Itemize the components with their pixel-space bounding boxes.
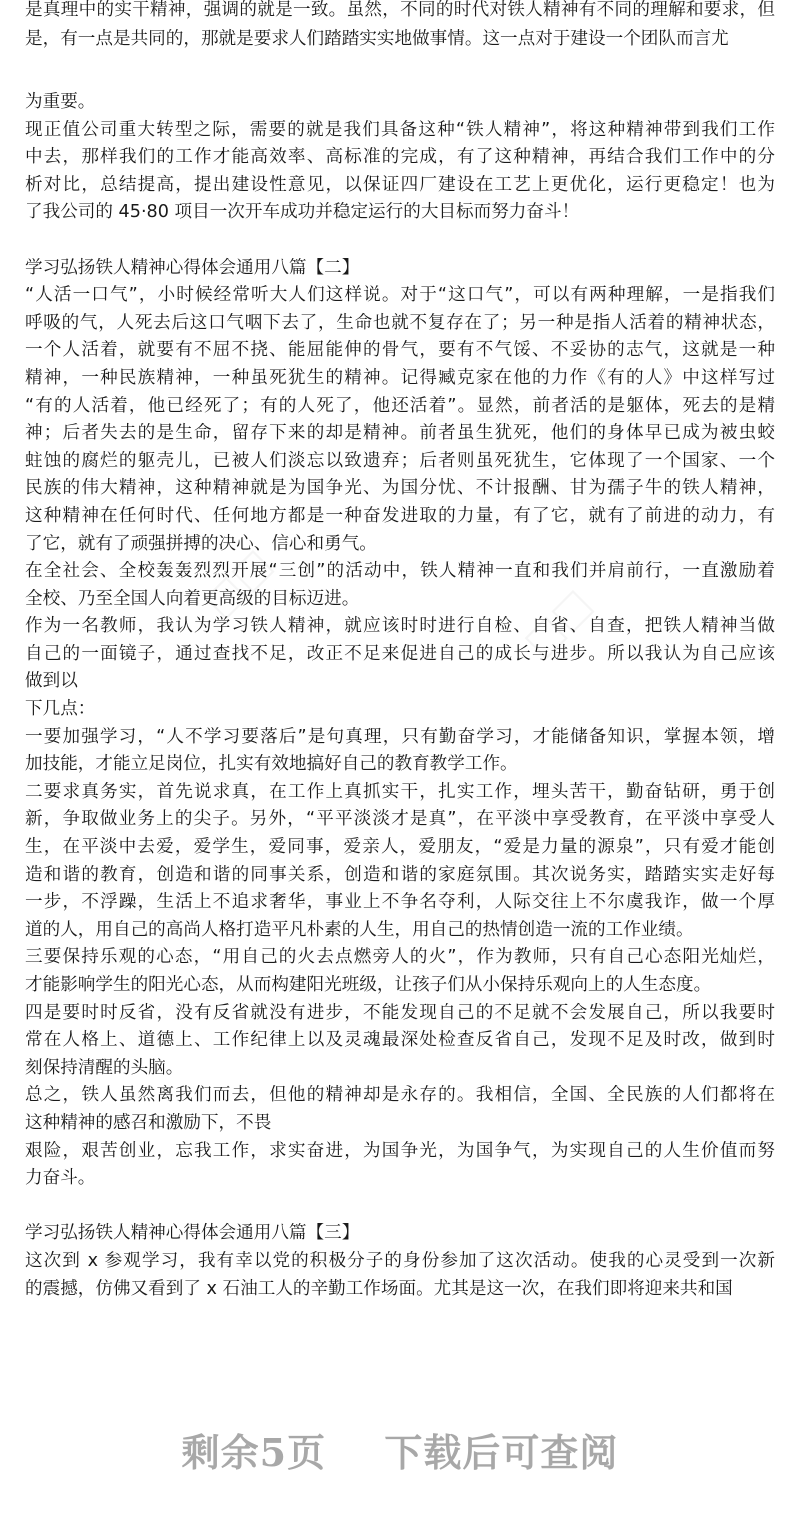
text-line: 新，争取做业务上的尖子。另外，“平平淡淡才是真”，在平淡中享受教育，在平淡中享受人	[25, 809, 775, 830]
text-line: 总之，铁人虽然离我们而去，但他的精神却是永存的。我相信，全国、全民族的人们都将在	[25, 1085, 775, 1106]
text-line: 造和谐的教育，创造和谐的同事关系，创造和谐的家庭氛围。其次说务实，踏踏实实走好每	[25, 864, 775, 885]
text-line: 生，在平淡中去爱，爱学生，爱同事，爱亲人，爱朋友，“爱是力量的源泉”，只有爱才能创	[25, 837, 775, 858]
text-line: 呼吸的气，人死去后这口气咽下去了，生命也就不复存在了；另一种是指人活着的精神状态，	[25, 312, 775, 333]
text-line: 三要保持乐观的心态，“用自己的火去点燃旁人的火”，作为教师，只有自己心态阳光灿烂，	[25, 947, 775, 968]
text-line: 道的人，用自己的高尚人格打造平凡朴素的人生，用自己的热情创造一流的工作业绩。	[25, 919, 694, 940]
text-line: 刻保持清醒的头脑。	[25, 1057, 184, 1078]
text-line: 才能影响学生的阳光心态，从而构建阳光班级，让孩子们从小保持乐观向上的人生态度。	[25, 975, 712, 995]
text-line: “人活一口气”，小时候经常听大人们这样说。对于“这口气”，可以有两种理解，一是指我们	[25, 285, 775, 306]
section-heading: 学习弘扬铁人精神心得体会通用八篇【三】	[25, 1223, 360, 1244]
text-line: 一要加强学习，“人不学习要落后”是句真理，只有勤奋学习，才能储备知识，掌握本领，增	[25, 726, 775, 747]
text-line: 是，有一点是共同的，那就是要求人们踏踏实实地做事情。这一点对于建设一个团队而言尤	[25, 29, 729, 49]
text-line: 加技能，才能立足岗位，扎实有效地搞好自己的教育教学工作。	[25, 754, 518, 775]
document-body	[25, 89, 775, 1303]
text-line: 神；后者失去的是生命，留存下来的却是精神。前者虽生犹死，他们的身体早已成为被虫蛟	[25, 423, 775, 444]
text-line: 一个人活着，就要有不屈不挠、能屈能伸的骨气，要有不气馁、不妥协的志气，这就是一种	[25, 340, 775, 361]
text-line: 自己的一面镜子，通过查找不足，改正不足来促进自己的成长与进步。所以我认为自己应该	[25, 643, 775, 664]
text-line: 四是要时时反省，没有反省就没有进步，不能发现自己的不足就不会发展自己，所以我要时	[25, 1002, 775, 1023]
text-line: 下几点：	[25, 699, 96, 720]
download-prompt[interactable]	[0, 1422, 800, 1477]
text-line: 民族的伟大精神，这种精神就是为国争光、为国分忧、不计报酬、甘为孺子牛的铁人精神，	[25, 478, 775, 499]
text-line: “有的人活着，他已经死了；有的人死了，他还活着”。显然，前者活的是躯体，死去的是精	[25, 395, 775, 416]
text-line: 的震撼，仿佛又看到了 x 石油工人的辛勤工作场面。尤其是这一次，在我们即将迎来共和国	[25, 1278, 733, 1299]
text-line: 析对比，总结提高，提出建设性意见，以保证四厂建设在工艺上更优化，运行更稳定！也为	[25, 174, 775, 195]
blank-line	[25, 1193, 775, 1221]
text-line: 现正值公司重大转型之际，需要的就是我们具备这种“铁人精神”，将这种精神带到我们工作	[25, 119, 775, 140]
text-line: 一步，不浮躁，生活上不追求奢华，事业上不争名夺利，人际交往上不尔虞我诈，做一个厚	[25, 892, 775, 913]
text-line: 精神，一种民族精神，一种虽死犹生的精神。记得臧克家在他的力作《有的人》中这样写过	[25, 367, 775, 388]
text-line: 全校、乃至全国人向着更高级的目标迈进。	[25, 588, 360, 609]
text-line: 为重要。	[25, 92, 96, 112]
text-line: 这次到 x 参观学习，我有幸以党的积极分子的身份参加了这次活动。使我的心灵受到一次新	[25, 1250, 775, 1271]
text-line: 这种精神的感召和激励下，不畏	[25, 1112, 272, 1133]
text-line: 是真理中的实干精神，强调的就是一致。虽然，不同的时代对铁人精神有不同的理解和要求，但	[25, 0, 775, 20]
document-fragment-top	[25, 0, 775, 54]
text-line: 这种精神在任何时代、任何地方都是一种奋发进取的力量，有了它，就有了前进的动力，有	[25, 505, 775, 526]
remaining-pages-label[interactable]: 剩余5页	[181, 1430, 327, 1475]
text-line: 常在人格上、道德上、工作纪律上以及灵魂最深处检查反省自己，发现不足及时改，做到时	[25, 1030, 775, 1051]
download-to-view-label[interactable]: 下载后可查阅	[384, 1430, 619, 1475]
text-line: 了我公司的 45·80 项目一次开车成功并稳定运行的大目标而努力奋斗！	[25, 202, 580, 223]
text-line: 在全社会、全校轰轰烈烈开展“三创”的活动中，铁人精神一直和我们并肩前行，一直激励着	[25, 561, 775, 582]
text-line: 二要求真务实，首先说求真，在工作上真抓实干，扎实工作，埋头苦干，勤奋钻研，勇于创	[25, 781, 775, 802]
text-line: 了它，就有了顽强拼搏的决心、信心和勇气。	[25, 533, 377, 554]
text-line: 蛀蚀的腐烂的躯壳儿，已被人们淡忘以致遗弃；后者则虽死犹生，它体现了一个国家、一个	[25, 450, 775, 471]
text-line: 艰险，艰苦创业，忘我工作，求实奋进，为国争光，为国争气，为实现自己的人生价值而努	[25, 1140, 775, 1161]
text-line: 力奋斗。	[25, 1168, 96, 1189]
text-line: 作为一名教师，我认为学习铁人精神，就应该时时进行自检、自省、自查，把铁人精神当做	[25, 616, 775, 637]
section-heading: 学习弘扬铁人精神心得体会通用八篇【二】	[25, 257, 360, 278]
blank-line	[25, 227, 775, 255]
text-line: 做到以	[25, 671, 78, 692]
text-line: 中去，那样我们的工作才能高效率、高标准的完成，有了这种精神，再结合我们工作中的分	[25, 147, 775, 168]
